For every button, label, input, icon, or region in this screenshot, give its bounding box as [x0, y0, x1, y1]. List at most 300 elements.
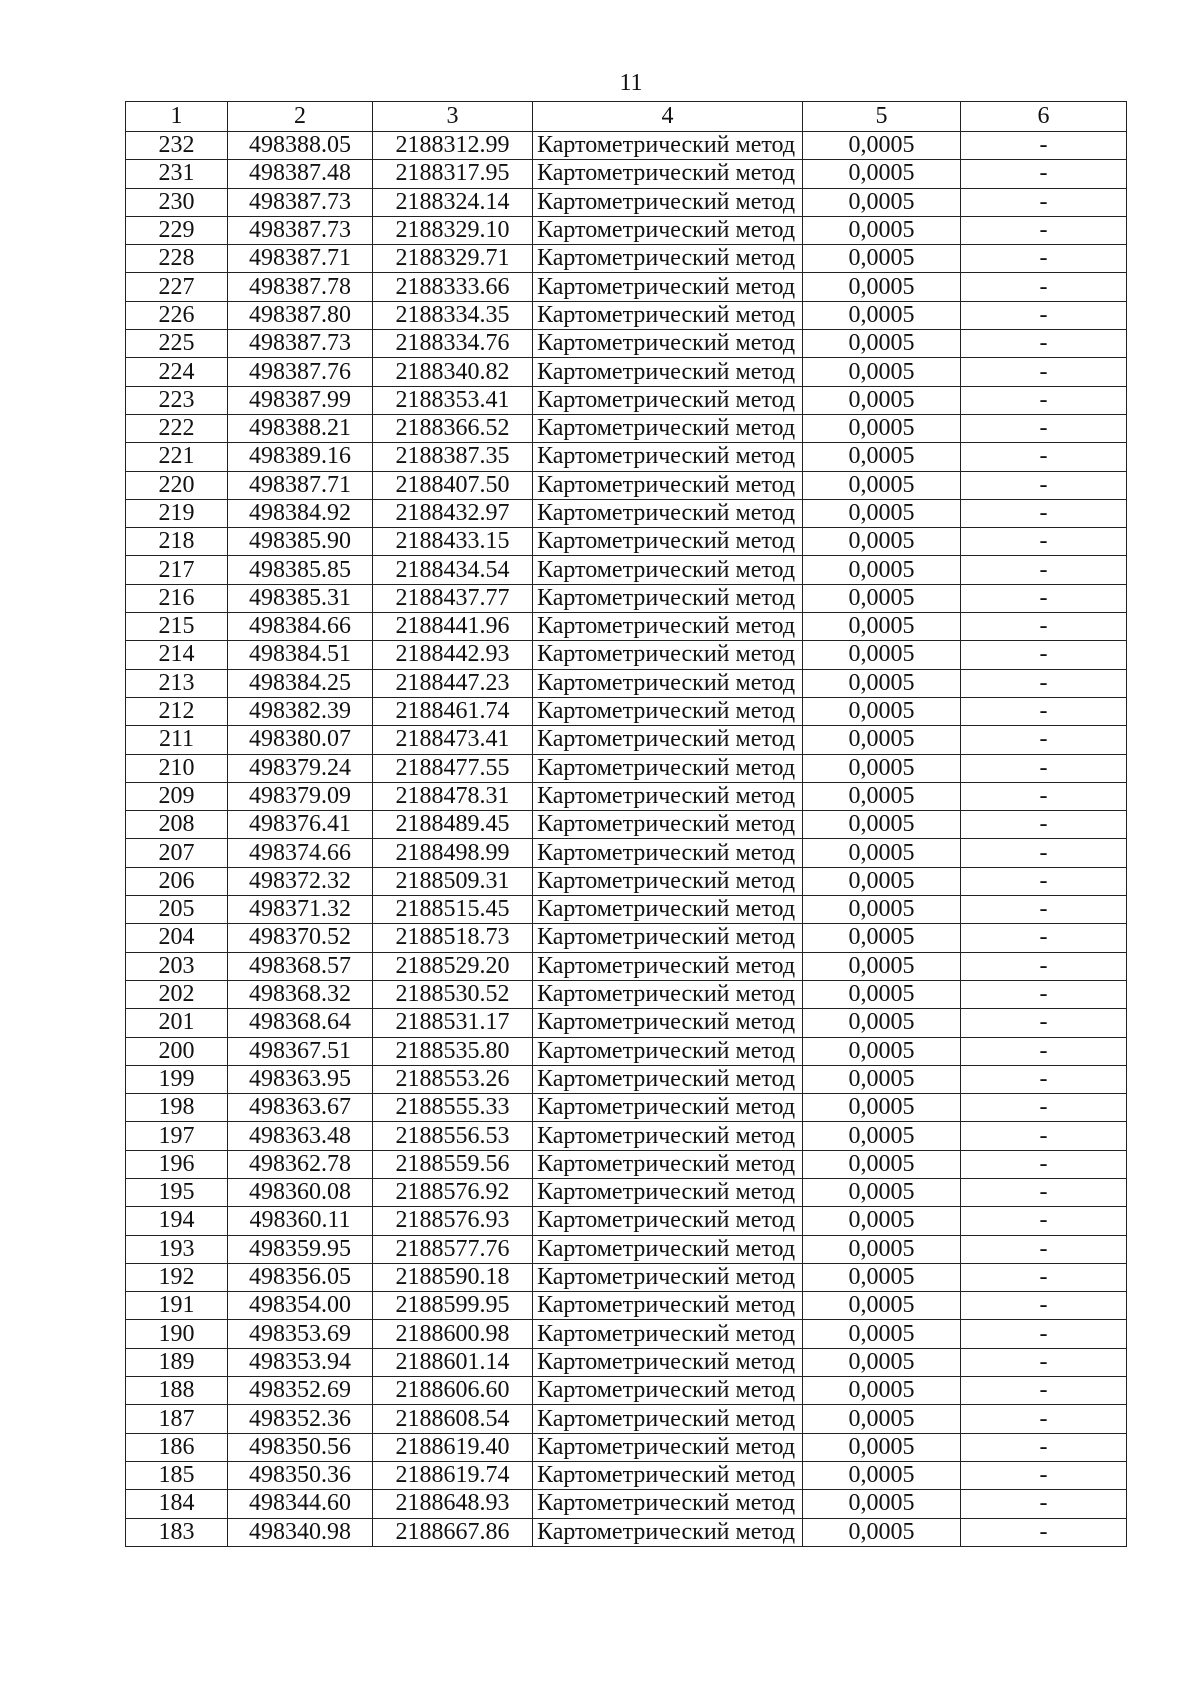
x-coordinate-cell: 498387.76 — [228, 358, 373, 386]
method-cell: Картометрический метод — [533, 330, 803, 358]
x-coordinate-cell: 498379.24 — [228, 754, 373, 782]
y-coordinate-cell: 2188600.98 — [373, 1320, 533, 1348]
x-coordinate-cell: 498387.71 — [228, 471, 373, 499]
method-cell: Картометрический метод — [533, 273, 803, 301]
y-coordinate-cell: 2188576.93 — [373, 1207, 533, 1235]
point-number-cell: 229 — [126, 216, 228, 244]
method-cell: Картометрический метод — [533, 1320, 803, 1348]
accuracy-cell: 0,0005 — [803, 1348, 961, 1376]
x-coordinate-cell: 498352.36 — [228, 1405, 373, 1433]
note-cell: - — [961, 1009, 1127, 1037]
x-coordinate-cell: 498360.08 — [228, 1178, 373, 1206]
point-number-cell: 201 — [126, 1009, 228, 1037]
point-number-cell: 187 — [126, 1405, 228, 1433]
y-coordinate-cell: 2188648.93 — [373, 1490, 533, 1518]
x-coordinate-cell: 498384.25 — [228, 669, 373, 697]
method-cell: Картометрический метод — [533, 1065, 803, 1093]
point-number-cell: 202 — [126, 980, 228, 1008]
note-cell: - — [961, 952, 1127, 980]
accuracy-cell: 0,0005 — [803, 1178, 961, 1206]
table-row — [126, 443, 1127, 471]
x-coordinate-cell: 498387.99 — [228, 386, 373, 414]
point-number-cell: 215 — [126, 613, 228, 641]
note-cell: - — [961, 273, 1127, 301]
point-number-cell: 184 — [126, 1490, 228, 1518]
method-cell: Картометрический метод — [533, 1094, 803, 1122]
table-row — [126, 301, 1127, 329]
point-number-cell: 227 — [126, 273, 228, 301]
note-cell: - — [961, 1490, 1127, 1518]
x-coordinate-cell: 498363.67 — [228, 1094, 373, 1122]
note-cell: - — [961, 867, 1127, 895]
table-row — [126, 1178, 1127, 1206]
y-coordinate-cell: 2188535.80 — [373, 1037, 533, 1065]
accuracy-cell: 0,0005 — [803, 132, 961, 160]
y-coordinate-cell: 2188312.99 — [373, 132, 533, 160]
accuracy-cell: 0,0005 — [803, 754, 961, 782]
header-cell: 2 — [228, 102, 373, 132]
method-cell: Картометрический метод — [533, 669, 803, 697]
method-cell: Картометрический метод — [533, 584, 803, 612]
method-cell: Картометрический метод — [533, 1490, 803, 1518]
header-cell: 5 — [803, 102, 961, 132]
y-coordinate-cell: 2188317.95 — [373, 160, 533, 188]
table-row — [126, 414, 1127, 442]
point-number-cell: 221 — [126, 443, 228, 471]
accuracy-cell: 0,0005 — [803, 528, 961, 556]
method-cell: Картометрический метод — [533, 1405, 803, 1433]
accuracy-cell: 0,0005 — [803, 1263, 961, 1291]
accuracy-cell: 0,0005 — [803, 584, 961, 612]
note-cell: - — [961, 216, 1127, 244]
method-cell: Картометрический метод — [533, 754, 803, 782]
note-cell: - — [961, 188, 1127, 216]
y-coordinate-cell: 2188601.14 — [373, 1348, 533, 1376]
x-coordinate-cell: 498359.95 — [228, 1235, 373, 1263]
x-coordinate-cell: 498385.90 — [228, 528, 373, 556]
x-coordinate-cell: 498380.07 — [228, 726, 373, 754]
accuracy-cell: 0,0005 — [803, 1235, 961, 1263]
table-row — [126, 1065, 1127, 1093]
y-coordinate-cell: 2188619.74 — [373, 1461, 533, 1489]
note-cell: - — [961, 1207, 1127, 1235]
accuracy-cell: 0,0005 — [803, 980, 961, 1008]
note-cell: - — [961, 697, 1127, 725]
x-coordinate-cell: 498387.73 — [228, 188, 373, 216]
accuracy-cell: 0,0005 — [803, 1461, 961, 1489]
y-coordinate-cell: 2188599.95 — [373, 1292, 533, 1320]
note-cell: - — [961, 1065, 1127, 1093]
y-coordinate-cell: 2188333.66 — [373, 273, 533, 301]
y-coordinate-cell: 2188489.45 — [373, 811, 533, 839]
accuracy-cell: 0,0005 — [803, 1150, 961, 1178]
point-number-cell: 219 — [126, 499, 228, 527]
point-number-cell: 186 — [126, 1433, 228, 1461]
table-row — [126, 216, 1127, 244]
header-cell: 3 — [373, 102, 533, 132]
table-row — [126, 754, 1127, 782]
x-coordinate-cell: 498363.48 — [228, 1122, 373, 1150]
x-coordinate-cell: 498354.00 — [228, 1292, 373, 1320]
point-number-cell: 198 — [126, 1094, 228, 1122]
accuracy-cell: 0,0005 — [803, 1320, 961, 1348]
y-coordinate-cell: 2188553.26 — [373, 1065, 533, 1093]
accuracy-cell: 0,0005 — [803, 301, 961, 329]
method-cell: Картометрический метод — [533, 471, 803, 499]
method-cell: Картометрический метод — [533, 1263, 803, 1291]
note-cell: - — [961, 160, 1127, 188]
x-coordinate-cell: 498387.78 — [228, 273, 373, 301]
y-coordinate-cell: 2188555.33 — [373, 1094, 533, 1122]
y-coordinate-cell: 2188461.74 — [373, 697, 533, 725]
x-coordinate-cell: 498385.31 — [228, 584, 373, 612]
note-cell: - — [961, 330, 1127, 358]
x-coordinate-cell: 498353.69 — [228, 1320, 373, 1348]
x-coordinate-cell: 498350.36 — [228, 1461, 373, 1489]
y-coordinate-cell: 2188477.55 — [373, 754, 533, 782]
table-row — [126, 132, 1127, 160]
accuracy-cell: 0,0005 — [803, 1037, 961, 1065]
point-number-cell: 185 — [126, 1461, 228, 1489]
note-cell: - — [961, 556, 1127, 584]
note-cell: - — [961, 726, 1127, 754]
table-row — [126, 556, 1127, 584]
x-coordinate-cell: 498367.51 — [228, 1037, 373, 1065]
table-row — [126, 980, 1127, 1008]
method-cell: Картометрический метод — [533, 980, 803, 1008]
method-cell: Картометрический метод — [533, 358, 803, 386]
note-cell: - — [961, 245, 1127, 273]
x-coordinate-cell: 498362.78 — [228, 1150, 373, 1178]
table-row — [126, 528, 1127, 556]
method-cell: Картометрический метод — [533, 1037, 803, 1065]
table-row — [126, 1405, 1127, 1433]
header-cell: 4 — [533, 102, 803, 132]
x-coordinate-cell: 498368.64 — [228, 1009, 373, 1037]
note-cell: - — [961, 1178, 1127, 1206]
point-number-cell: 224 — [126, 358, 228, 386]
table-header-row — [126, 102, 1127, 132]
table-body — [126, 102, 1127, 1547]
y-coordinate-cell: 2188518.73 — [373, 924, 533, 952]
accuracy-cell: 0,0005 — [803, 358, 961, 386]
point-number-cell: 188 — [126, 1377, 228, 1405]
point-number-cell: 205 — [126, 896, 228, 924]
header-cell: 6 — [961, 102, 1127, 132]
note-cell: - — [961, 1348, 1127, 1376]
x-coordinate-cell: 498385.85 — [228, 556, 373, 584]
accuracy-cell: 0,0005 — [803, 330, 961, 358]
accuracy-cell: 0,0005 — [803, 1433, 961, 1461]
point-number-cell: 232 — [126, 132, 228, 160]
y-coordinate-cell: 2188340.82 — [373, 358, 533, 386]
accuracy-cell: 0,0005 — [803, 414, 961, 442]
x-coordinate-cell: 498387.71 — [228, 245, 373, 273]
y-coordinate-cell: 2188407.50 — [373, 471, 533, 499]
y-coordinate-cell: 2188515.45 — [373, 896, 533, 924]
table-row — [126, 1433, 1127, 1461]
method-cell: Картометрический метод — [533, 1348, 803, 1376]
table-row — [126, 330, 1127, 358]
y-coordinate-cell: 2188577.76 — [373, 1235, 533, 1263]
table-row — [126, 952, 1127, 980]
note-cell: - — [961, 924, 1127, 952]
y-coordinate-cell: 2188432.97 — [373, 499, 533, 527]
method-cell: Картометрический метод — [533, 1433, 803, 1461]
table-row — [126, 1094, 1127, 1122]
accuracy-cell: 0,0005 — [803, 924, 961, 952]
accuracy-cell: 0,0005 — [803, 1377, 961, 1405]
point-number-cell: 199 — [126, 1065, 228, 1093]
table-row — [126, 1292, 1127, 1320]
table-row — [126, 1348, 1127, 1376]
note-cell: - — [961, 1292, 1127, 1320]
table-row — [126, 471, 1127, 499]
y-coordinate-cell: 2188433.15 — [373, 528, 533, 556]
y-coordinate-cell: 2188498.99 — [373, 839, 533, 867]
method-cell: Картометрический метод — [533, 1122, 803, 1150]
method-cell: Картометрический метод — [533, 556, 803, 584]
table-row — [126, 1461, 1127, 1489]
point-number-cell: 211 — [126, 726, 228, 754]
accuracy-cell: 0,0005 — [803, 1094, 961, 1122]
method-cell: Картометрический метод — [533, 896, 803, 924]
method-cell: Картометрический метод — [533, 1518, 803, 1546]
y-coordinate-cell: 2188590.18 — [373, 1263, 533, 1291]
x-coordinate-cell: 498368.57 — [228, 952, 373, 980]
method-cell: Картометрический метод — [533, 1009, 803, 1037]
coordinates-table — [125, 101, 1127, 1547]
y-coordinate-cell: 2188329.71 — [373, 245, 533, 273]
table-row — [126, 1235, 1127, 1263]
table-row — [126, 811, 1127, 839]
point-number-cell: 192 — [126, 1263, 228, 1291]
x-coordinate-cell: 498340.98 — [228, 1518, 373, 1546]
accuracy-cell: 0,0005 — [803, 669, 961, 697]
accuracy-cell: 0,0005 — [803, 443, 961, 471]
method-cell: Картометрический метод — [533, 697, 803, 725]
point-number-cell: 207 — [126, 839, 228, 867]
method-cell: Картометрический метод — [533, 499, 803, 527]
accuracy-cell: 0,0005 — [803, 273, 961, 301]
y-coordinate-cell: 2188334.76 — [373, 330, 533, 358]
accuracy-cell: 0,0005 — [803, 952, 961, 980]
x-coordinate-cell: 498384.66 — [228, 613, 373, 641]
point-number-cell: 218 — [126, 528, 228, 556]
note-cell: - — [961, 584, 1127, 612]
note-cell: - — [961, 839, 1127, 867]
method-cell: Картометрический метод — [533, 301, 803, 329]
y-coordinate-cell: 2188334.35 — [373, 301, 533, 329]
table-row — [126, 1518, 1127, 1546]
method-cell: Картометрический метод — [533, 924, 803, 952]
table-row — [126, 726, 1127, 754]
x-coordinate-cell: 498387.48 — [228, 160, 373, 188]
table-row — [126, 584, 1127, 612]
method-cell: Картометрический метод — [533, 245, 803, 273]
method-cell: Картометрический метод — [533, 867, 803, 895]
table-row — [126, 839, 1127, 867]
note-cell: - — [961, 641, 1127, 669]
accuracy-cell: 0,0005 — [803, 160, 961, 188]
y-coordinate-cell: 2188447.23 — [373, 669, 533, 697]
x-coordinate-cell: 498376.41 — [228, 811, 373, 839]
table-row — [126, 1122, 1127, 1150]
point-number-cell: 217 — [126, 556, 228, 584]
note-cell: - — [961, 358, 1127, 386]
table-row — [126, 697, 1127, 725]
accuracy-cell: 0,0005 — [803, 782, 961, 810]
table-row — [126, 188, 1127, 216]
accuracy-cell: 0,0005 — [803, 811, 961, 839]
point-number-cell: 226 — [126, 301, 228, 329]
accuracy-cell: 0,0005 — [803, 641, 961, 669]
note-cell: - — [961, 1037, 1127, 1065]
note-cell: - — [961, 471, 1127, 499]
table-row — [126, 896, 1127, 924]
y-coordinate-cell: 2188509.31 — [373, 867, 533, 895]
table-row — [126, 245, 1127, 273]
method-cell: Картометрический метод — [533, 216, 803, 244]
method-cell: Картометрический метод — [533, 1150, 803, 1178]
y-coordinate-cell: 2188619.40 — [373, 1433, 533, 1461]
x-coordinate-cell: 498379.09 — [228, 782, 373, 810]
note-cell: - — [961, 1094, 1127, 1122]
table-row — [126, 669, 1127, 697]
point-number-cell: 197 — [126, 1122, 228, 1150]
point-number-cell: 210 — [126, 754, 228, 782]
y-coordinate-cell: 2188353.41 — [373, 386, 533, 414]
method-cell: Картометрический метод — [533, 613, 803, 641]
point-number-cell: 203 — [126, 952, 228, 980]
table-row — [126, 1150, 1127, 1178]
y-coordinate-cell: 2188473.41 — [373, 726, 533, 754]
table-row — [126, 867, 1127, 895]
table-row — [126, 1207, 1127, 1235]
x-coordinate-cell: 498368.32 — [228, 980, 373, 1008]
y-coordinate-cell: 2188437.77 — [373, 584, 533, 612]
point-number-cell: 230 — [126, 188, 228, 216]
point-number-cell: 206 — [126, 867, 228, 895]
x-coordinate-cell: 498384.92 — [228, 499, 373, 527]
note-cell: - — [961, 782, 1127, 810]
x-coordinate-cell: 498372.32 — [228, 867, 373, 895]
point-number-cell: 214 — [126, 641, 228, 669]
table-row — [126, 924, 1127, 952]
note-cell: - — [961, 1433, 1127, 1461]
accuracy-cell: 0,0005 — [803, 726, 961, 754]
accuracy-cell: 0,0005 — [803, 1518, 961, 1546]
table-row — [126, 782, 1127, 810]
point-number-cell: 228 — [126, 245, 228, 273]
method-cell: Картометрический метод — [533, 1461, 803, 1489]
note-cell: - — [961, 528, 1127, 556]
table-row — [126, 160, 1127, 188]
note-cell: - — [961, 1405, 1127, 1433]
method-cell: Картометрический метод — [533, 188, 803, 216]
method-cell: Картометрический метод — [533, 782, 803, 810]
method-cell: Картометрический метод — [533, 1235, 803, 1263]
point-number-cell: 204 — [126, 924, 228, 952]
method-cell: Картометрический метод — [533, 386, 803, 414]
x-coordinate-cell: 498388.21 — [228, 414, 373, 442]
accuracy-cell: 0,0005 — [803, 867, 961, 895]
note-cell: - — [961, 414, 1127, 442]
x-coordinate-cell: 498356.05 — [228, 1263, 373, 1291]
accuracy-cell: 0,0005 — [803, 386, 961, 414]
method-cell: Картометрический метод — [533, 641, 803, 669]
point-number-cell: 194 — [126, 1207, 228, 1235]
point-number-cell: 190 — [126, 1320, 228, 1348]
accuracy-cell: 0,0005 — [803, 1405, 961, 1433]
header-cell: 1 — [126, 102, 228, 132]
accuracy-cell: 0,0005 — [803, 471, 961, 499]
note-cell: - — [961, 132, 1127, 160]
y-coordinate-cell: 2188531.17 — [373, 1009, 533, 1037]
x-coordinate-cell: 498384.51 — [228, 641, 373, 669]
note-cell: - — [961, 754, 1127, 782]
note-cell: - — [961, 1122, 1127, 1150]
y-coordinate-cell: 2188324.14 — [373, 188, 533, 216]
y-coordinate-cell: 2188559.56 — [373, 1150, 533, 1178]
note-cell: - — [961, 1377, 1127, 1405]
y-coordinate-cell: 2188434.54 — [373, 556, 533, 584]
page-number: 11 — [619, 70, 643, 96]
x-coordinate-cell: 498382.39 — [228, 697, 373, 725]
x-coordinate-cell: 498387.73 — [228, 216, 373, 244]
accuracy-cell: 0,0005 — [803, 1065, 961, 1093]
method-cell: Картометрический метод — [533, 1178, 803, 1206]
point-number-cell: 183 — [126, 1518, 228, 1546]
point-number-cell: 189 — [126, 1348, 228, 1376]
point-number-cell: 193 — [126, 1235, 228, 1263]
point-number-cell: 225 — [126, 330, 228, 358]
y-coordinate-cell: 2188529.20 — [373, 952, 533, 980]
point-number-cell: 220 — [126, 471, 228, 499]
point-number-cell: 195 — [126, 1178, 228, 1206]
y-coordinate-cell: 2188387.35 — [373, 443, 533, 471]
table-row — [126, 613, 1127, 641]
point-number-cell: 231 — [126, 160, 228, 188]
method-cell: Картометрический метод — [533, 1377, 803, 1405]
note-cell: - — [961, 1235, 1127, 1263]
table-row — [126, 499, 1127, 527]
note-cell: - — [961, 1518, 1127, 1546]
accuracy-cell: 0,0005 — [803, 216, 961, 244]
x-coordinate-cell: 498371.32 — [228, 896, 373, 924]
accuracy-cell: 0,0005 — [803, 697, 961, 725]
method-cell: Картометрический метод — [533, 528, 803, 556]
table-row — [126, 386, 1127, 414]
point-number-cell: 216 — [126, 584, 228, 612]
method-cell: Картометрический метод — [533, 952, 803, 980]
point-number-cell: 212 — [126, 697, 228, 725]
note-cell: - — [961, 896, 1127, 924]
table-row — [126, 273, 1127, 301]
y-coordinate-cell: 2188606.60 — [373, 1377, 533, 1405]
note-cell: - — [961, 669, 1127, 697]
accuracy-cell: 0,0005 — [803, 613, 961, 641]
accuracy-cell: 0,0005 — [803, 1292, 961, 1320]
y-coordinate-cell: 2188329.10 — [373, 216, 533, 244]
table-row — [126, 1009, 1127, 1037]
accuracy-cell: 0,0005 — [803, 556, 961, 584]
x-coordinate-cell: 498353.94 — [228, 1348, 373, 1376]
x-coordinate-cell: 498352.69 — [228, 1377, 373, 1405]
note-cell: - — [961, 811, 1127, 839]
note-cell: - — [961, 443, 1127, 471]
x-coordinate-cell: 498370.52 — [228, 924, 373, 952]
